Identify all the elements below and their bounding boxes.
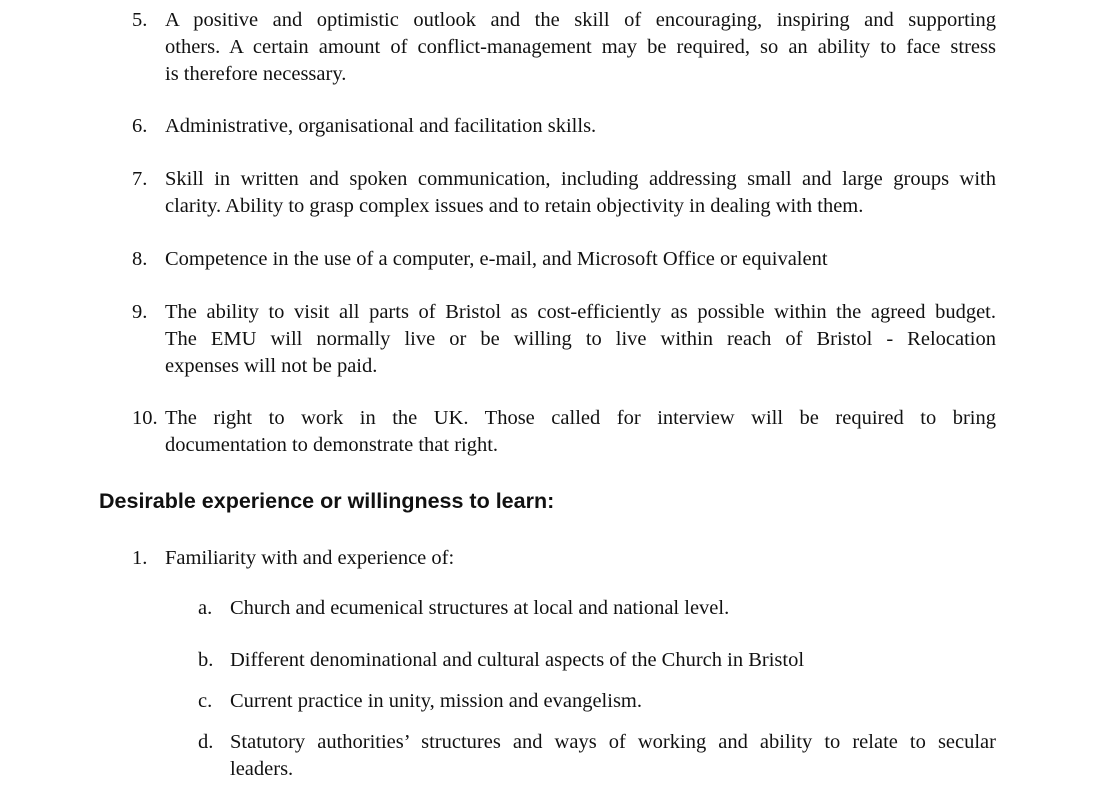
text-line: expenses will not be paid. [165,355,378,377]
text-line: Administrative, organisational and facilitation skills. [165,115,597,137]
list-item-text [165,166,996,220]
text-line: Skill in written and spoken communication, including addressing small and large groups with [165,168,996,190]
sub-item-letter: d. [198,731,214,753]
sub-item-letter: a. [198,597,213,619]
sub-item-text [230,688,996,715]
text-line: is therefore necessary. [165,63,347,85]
text-line: Different denominational and cultural aspects of the Church in Bristol [230,649,805,671]
text-line: Competence in the use of a computer, e-mail, and Microsoft Office or equivalent [165,248,828,270]
text-line: leaders. [230,758,294,780]
sub-item-letter: b. [198,649,214,671]
sub-item-text [230,647,996,674]
list-number: 9. [132,301,148,323]
list-item-text [165,299,996,380]
text-line: Current practice in unity, mission and evangelism. [230,690,642,712]
text-line: The ability to visit all parts of Bristol as cost-efficiently as possible within the agreed budget. [165,301,996,323]
list-item-text [165,113,996,140]
list-number: 6. [132,115,148,137]
text-line: documentation to demonstrate that right. [165,434,499,456]
list-number: 8. [132,248,148,270]
list-item-text [165,246,996,273]
list-number: 5. [132,9,148,31]
list-number: 1. [132,547,148,569]
sub-item-text [230,729,996,783]
text-line: A positive and optimistic outlook and the skill of encouraging, inspiring and supporting [165,9,996,31]
list-item-text [165,405,996,459]
text-line: Statutory authorities’ structures and ways of working and ability to relate to secular [230,731,996,753]
sub-item-text [230,595,996,622]
sub-item-letter: c. [198,690,213,712]
text-line: clarity. Ability to grasp complex issues and to retain objectivity in dealing with them. [165,195,864,217]
list-number: 10. [132,407,158,429]
text-line: The EMU will normally live or be willing to live within reach of Bristol - Relocation [165,328,996,350]
list-item-text [165,545,996,572]
list-item-text [165,7,996,88]
text-line: Familiarity with and experience of: [165,547,455,569]
text-line: Church and ecumenical structures at local and national level. [230,597,730,619]
text-line: The right to work in the UK. Those called for interview will be required to bring [165,407,996,429]
section-heading: Desirable experience or willingness to learn: [99,489,555,513]
list-number: 7. [132,168,148,190]
text-line: others. A certain amount of conflict-management may be required, so an ability to face stress [165,36,996,58]
